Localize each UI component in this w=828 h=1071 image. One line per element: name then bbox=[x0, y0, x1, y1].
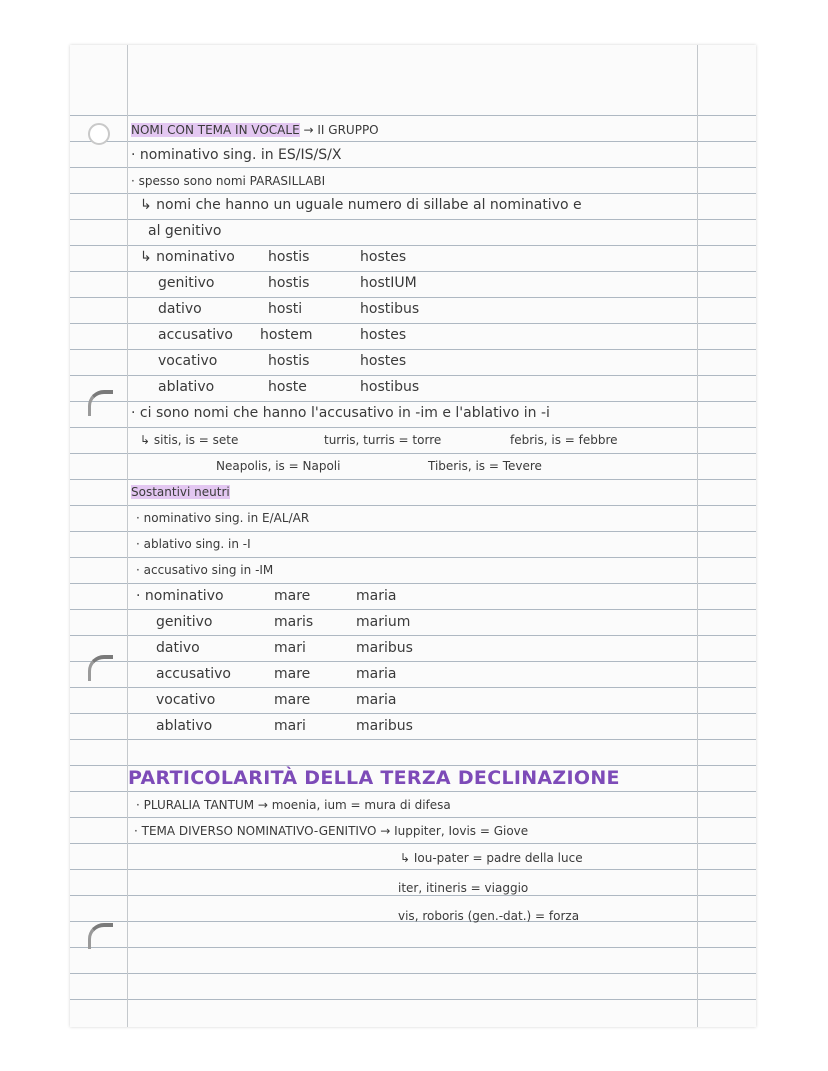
case-label: dativo bbox=[158, 301, 202, 317]
group-label: II GRUPPO bbox=[317, 123, 379, 137]
case-label: genitivo bbox=[158, 275, 215, 291]
note-line: · accusativo sing in -IM bbox=[136, 563, 274, 577]
case-label: accusativo bbox=[156, 666, 231, 682]
note-line: iter, itineris = viaggio bbox=[398, 881, 529, 895]
ruled-line bbox=[70, 453, 756, 454]
ruled-line bbox=[70, 843, 756, 844]
ruled-line bbox=[70, 791, 756, 792]
singular-form: mare bbox=[274, 666, 311, 682]
ruled-line bbox=[70, 713, 756, 714]
singular-form: maris bbox=[274, 614, 314, 630]
example: Neapolis, is = Napoli bbox=[216, 459, 341, 473]
singular-form: hostis bbox=[268, 275, 310, 291]
ruled-line bbox=[70, 869, 756, 870]
singular-form: mare bbox=[274, 692, 311, 708]
ruled-line bbox=[70, 245, 756, 246]
note-line: · ablativo sing. in -I bbox=[136, 537, 251, 551]
plural-form: marium bbox=[356, 614, 411, 630]
case-label: vocativo bbox=[158, 353, 218, 369]
plural-form: hostes bbox=[360, 249, 407, 265]
case-label: dativo bbox=[156, 640, 200, 656]
singular-form: hostis bbox=[268, 249, 310, 265]
singular-form: hoste bbox=[268, 379, 307, 395]
plural-form: maria bbox=[356, 666, 397, 682]
right-margin-line bbox=[697, 45, 698, 1027]
ruled-line bbox=[70, 141, 756, 142]
example: ↳ sitis, is = sete bbox=[140, 433, 239, 447]
case-label: ablativo bbox=[156, 718, 213, 734]
plural-form: maribus bbox=[356, 718, 413, 734]
singular-form: hostis bbox=[268, 353, 310, 369]
plural-form: hostIUM bbox=[360, 275, 417, 291]
singular-form: mari bbox=[274, 718, 306, 734]
ruled-line bbox=[70, 531, 756, 532]
ruled-line bbox=[70, 401, 756, 402]
section-title: PARTICOLARITÀ DELLA TERZA DECLINAZIONE bbox=[128, 767, 620, 789]
highlighted-subheading: Sostantivi neutri bbox=[131, 485, 230, 499]
binder-hole-torn bbox=[88, 923, 113, 949]
plural-form: hostes bbox=[360, 327, 407, 343]
binder-hole-torn bbox=[88, 390, 113, 416]
example: Tiberis, is = Tevere bbox=[428, 459, 542, 473]
ruled-line bbox=[70, 973, 756, 974]
note-line: ↳ nomi che hanno un uguale numero di sillabe al nominativo e bbox=[140, 197, 582, 213]
notebook-page bbox=[70, 45, 756, 1027]
ruled-line bbox=[70, 687, 756, 688]
note-line: al genitivo bbox=[148, 223, 222, 239]
case-label: ablativo bbox=[158, 379, 215, 395]
ruled-line bbox=[70, 999, 756, 1000]
ruled-line bbox=[70, 427, 756, 428]
ruled-line bbox=[70, 557, 756, 558]
tema-value: Iuppiter, Iovis = Giove bbox=[394, 824, 529, 838]
ruled-line bbox=[70, 349, 756, 350]
case-label: · nominativo bbox=[136, 588, 224, 604]
binder-hole-torn bbox=[88, 655, 113, 681]
note-line: · ci sono nomi che hanno l'accusativo in -im e l'ablativo in -i bbox=[131, 405, 550, 421]
plural-form: maribus bbox=[356, 640, 413, 656]
ruled-line bbox=[70, 323, 756, 324]
case-label: accusativo bbox=[158, 327, 233, 343]
case-label: ↳ nominativo bbox=[140, 249, 235, 265]
ruled-line bbox=[70, 505, 756, 506]
ruled-line bbox=[70, 739, 756, 740]
singular-form: hosti bbox=[268, 301, 303, 317]
tema-label: · TEMA DIVERSO NOMINATIVO-GENITIVO → bbox=[134, 824, 391, 838]
singular-form: mari bbox=[274, 640, 306, 656]
note-line: vis, roboris (gen.-dat.) = forza bbox=[398, 909, 580, 923]
section-heading bbox=[131, 122, 379, 138]
subheading bbox=[131, 484, 230, 500]
plural-form: hostes bbox=[360, 353, 407, 369]
note-line: · spesso sono nomi PARASILLABI bbox=[131, 174, 326, 188]
singular-form: hostem bbox=[260, 327, 313, 343]
binder-hole bbox=[88, 123, 110, 145]
left-margin-line bbox=[127, 45, 128, 1027]
ruled-line bbox=[70, 661, 756, 662]
highlighted-title: NOMI CON TEMA IN VOCALE bbox=[131, 123, 300, 137]
ruled-line bbox=[70, 479, 756, 480]
case-label: genitivo bbox=[156, 614, 213, 630]
ruled-line bbox=[70, 115, 756, 116]
ruled-line bbox=[70, 375, 756, 376]
ruled-line bbox=[70, 947, 756, 948]
plural-form: hostibus bbox=[360, 379, 420, 395]
ruled-line bbox=[70, 297, 756, 298]
arrow-icon: → bbox=[303, 123, 314, 137]
ruled-line bbox=[70, 765, 756, 766]
ruled-line bbox=[70, 635, 756, 636]
ruled-line bbox=[70, 167, 756, 168]
note-line: ↳ Iou-pater = padre della luce bbox=[400, 851, 583, 865]
note-line bbox=[134, 823, 528, 839]
singular-form: mare bbox=[274, 588, 311, 604]
ruled-line bbox=[70, 193, 756, 194]
plural-form: maria bbox=[356, 588, 397, 604]
plural-form: maria bbox=[356, 692, 397, 708]
ruled-line bbox=[70, 817, 756, 818]
ruled-line bbox=[70, 271, 756, 272]
example: febris, is = febbre bbox=[510, 433, 618, 447]
ruled-line bbox=[70, 609, 756, 610]
ruled-line bbox=[70, 219, 756, 220]
plural-form: hostibus bbox=[360, 301, 420, 317]
note-line: · nominativo sing. in ES/IS/S/X bbox=[131, 147, 342, 163]
note-line: · nominativo sing. in E/AL/AR bbox=[136, 511, 310, 525]
note-line: · PLURALIA TANTUM → moenia, ium = mura di difesa bbox=[136, 798, 451, 812]
ruled-line bbox=[70, 583, 756, 584]
example: turris, turris = torre bbox=[324, 433, 442, 447]
case-label: vocativo bbox=[156, 692, 216, 708]
